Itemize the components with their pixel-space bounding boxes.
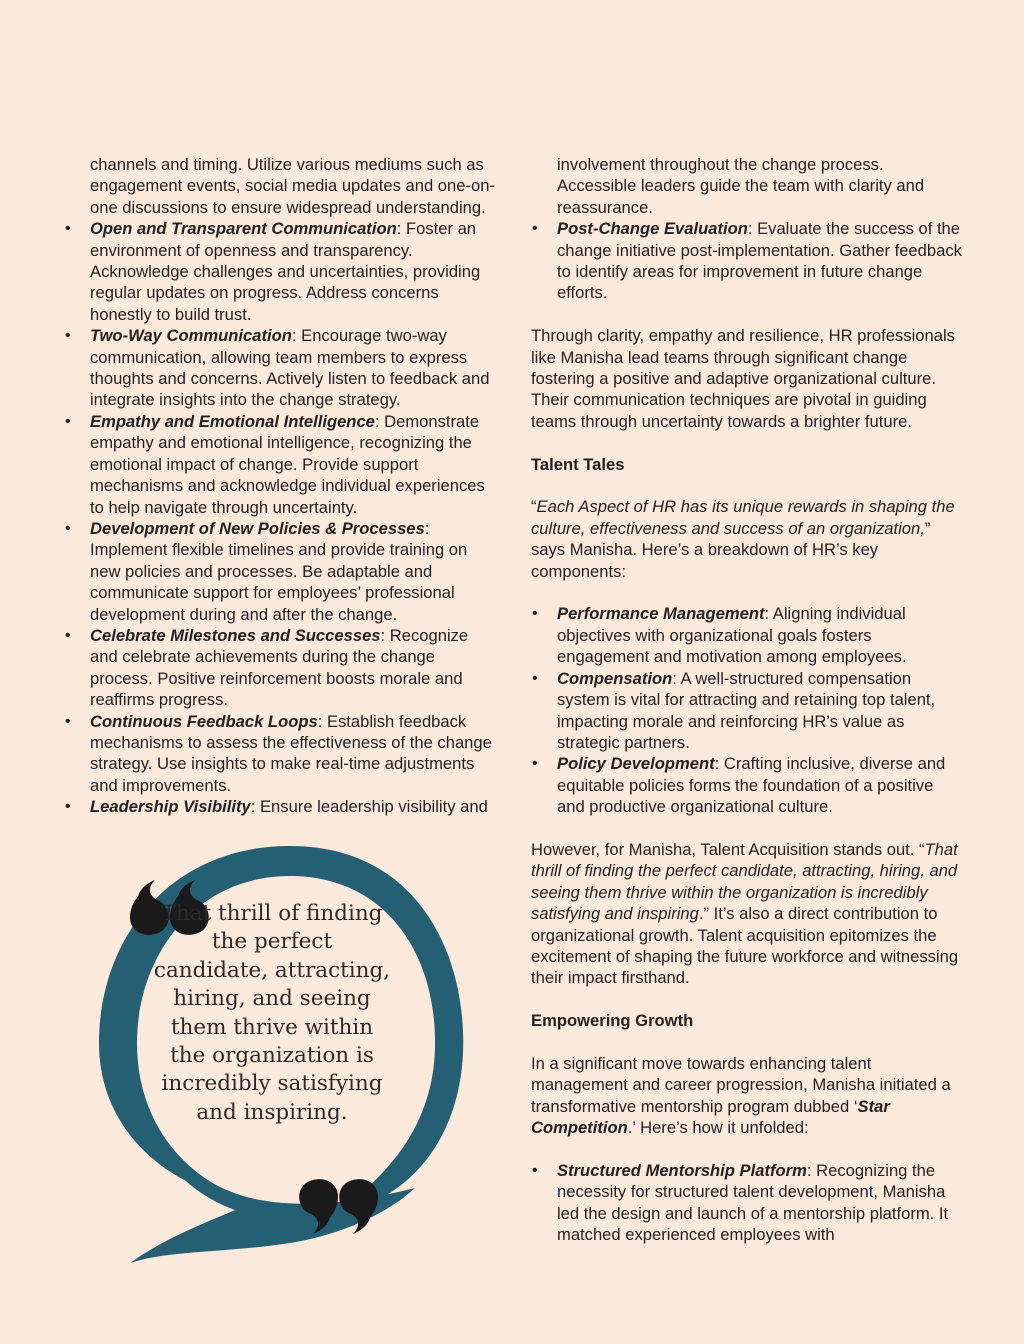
list-item: • Celebrate Milestones and Successes: Recognize and celebrate achievements during the change process. Positive reinforcement boosts morale and reaffirms progress. <box>64 625 496 711</box>
list-item: • Leadership Visibility: Ensure leadership visibility and <box>64 796 496 817</box>
list-item: • Compensation: A well-structured compensation system is vital for attracting and retaining top talent, impacting morale and reinforcing HR’s value as strategic partners. <box>531 668 963 754</box>
hr-components-list <box>531 603 963 817</box>
list-term: Structured Mentorship Platform <box>557 1160 807 1180</box>
list-term: Leadership Visibility <box>90 797 251 817</box>
left-column <box>64 154 496 818</box>
list-item-continuation: channels and timing. Utilize various mediums such as engagement events, social media updates and one-on-one discussions to ensure widespread understanding. <box>90 155 495 217</box>
list-item: • Performance Management: Aligning individual objectives with organizational goals fosters engagement and motivation among employees. <box>531 603 963 667</box>
body-paragraph: Through clarity, empathy and resilience, HR professionals like Manisha lead teams through significant change fostering a positive and adaptive organizational culture. Their communication techniques are pivotal in guiding teams through uncertainty towards a brighter future. <box>531 326 955 431</box>
list-term: Policy Development <box>557 754 715 774</box>
list-item: • Two-Way Communication: Encourage two-way communication, allowing team members to express thoughts and concerns. Actively listen to feedback and integrate insights into the change strategy. <box>64 325 496 411</box>
communication-list <box>64 154 496 818</box>
pull-quote: That thrill of finding the perfect candidate, attracting, hiring, and seeing them thrive within the organization is incredibly satisfying and inspiring. <box>153 901 391 1125</box>
list-item: • Development of New Policies & Processes: Implement flexible timelines and provide training on new policies and processes. Be adaptable and communicate support for employees’ professional development during and after the change. <box>64 518 496 625</box>
body-paragraph: In a significant move towards enhancing talent management and career progression, Manisha initiated a transformative mentorship program dubbed ‘Star Competition.’ Here’s how it unfolded: <box>531 1053 951 1138</box>
list-item: • Policy Development: Crafting inclusive, diverse and equitable policies forms the foundation of a positive and productive organizational culture. <box>531 753 963 817</box>
list-term: Open and Transparent Communication <box>90 219 397 239</box>
list-term: Development of New Policies & Processes <box>90 518 425 538</box>
list-term: Empathy and Emotional Intelligence <box>90 411 375 431</box>
list-term: Two-Way Communication <box>90 326 292 346</box>
list-term: Compensation <box>557 668 673 688</box>
list-item: • Continuous Feedback Loops: Establish feedback mechanisms to assess the effectiveness of the change strategy. Use insights to make real-time adjustments and improvements. <box>64 711 496 797</box>
section-heading: Talent Tales <box>531 454 625 474</box>
list-term: Post-Change Evaluation <box>557 219 748 239</box>
list-item-continuation: involvement throughout the change process. Accessible leaders guide the team with clarity and reassurance. <box>557 155 925 217</box>
list-item: • Open and Transparent Communication: Foster an environment of openness and transparency. Acknowledge challenges and uncertainties, providing regular updates on progress. Address concerns honestly to build trust. <box>64 218 496 325</box>
leadership-list <box>531 154 963 304</box>
list-item: • Empathy and Emotional Intelligence: Demonstrate empathy and emotional intelligence, recognizing the emotional impact of change. Provide support mechanisms and acknowledge individual experiences to help navigate through uncertainty. <box>64 411 496 518</box>
list-item: • Post-Change Evaluation: Evaluate the success of the change initiative post-implementation. Gather feedback to identify areas for improvement in future change efforts. <box>531 218 963 304</box>
list-item: • Structured Mentorship Platform: Recognizing the necessity for structured talent development, Manisha led the design and launch of a mentorship platform. It matched experienced employees with <box>531 1160 963 1246</box>
list-term: Continuous Feedback Loops <box>90 711 318 731</box>
right-column <box>531 154 963 1246</box>
list-term: Celebrate Milestones and Successes <box>90 625 381 645</box>
body-paragraph: However, for Manisha, Talent Acquisition stands out. “That thrill of finding the perfect candidate, attracting, hiring, and seeing them thrive within the organization is incredibly satisfying and inspiring.” It’s also a direct contribution to organizational growth. Talent acquisition epitomizes the excitement of shaping the future workforce and witnessing their impact firsthand. <box>531 839 959 988</box>
section-heading: Empowering Growth <box>531 1011 694 1031</box>
mentorship-list <box>531 1160 963 1246</box>
body-paragraph: “Each Aspect of HR has its unique rewards in shaping the culture, effectiveness and success of an organization,” says Manisha. Here’s a breakdown of HR’s key components: <box>531 497 955 581</box>
list-term: Performance Management <box>557 604 765 624</box>
